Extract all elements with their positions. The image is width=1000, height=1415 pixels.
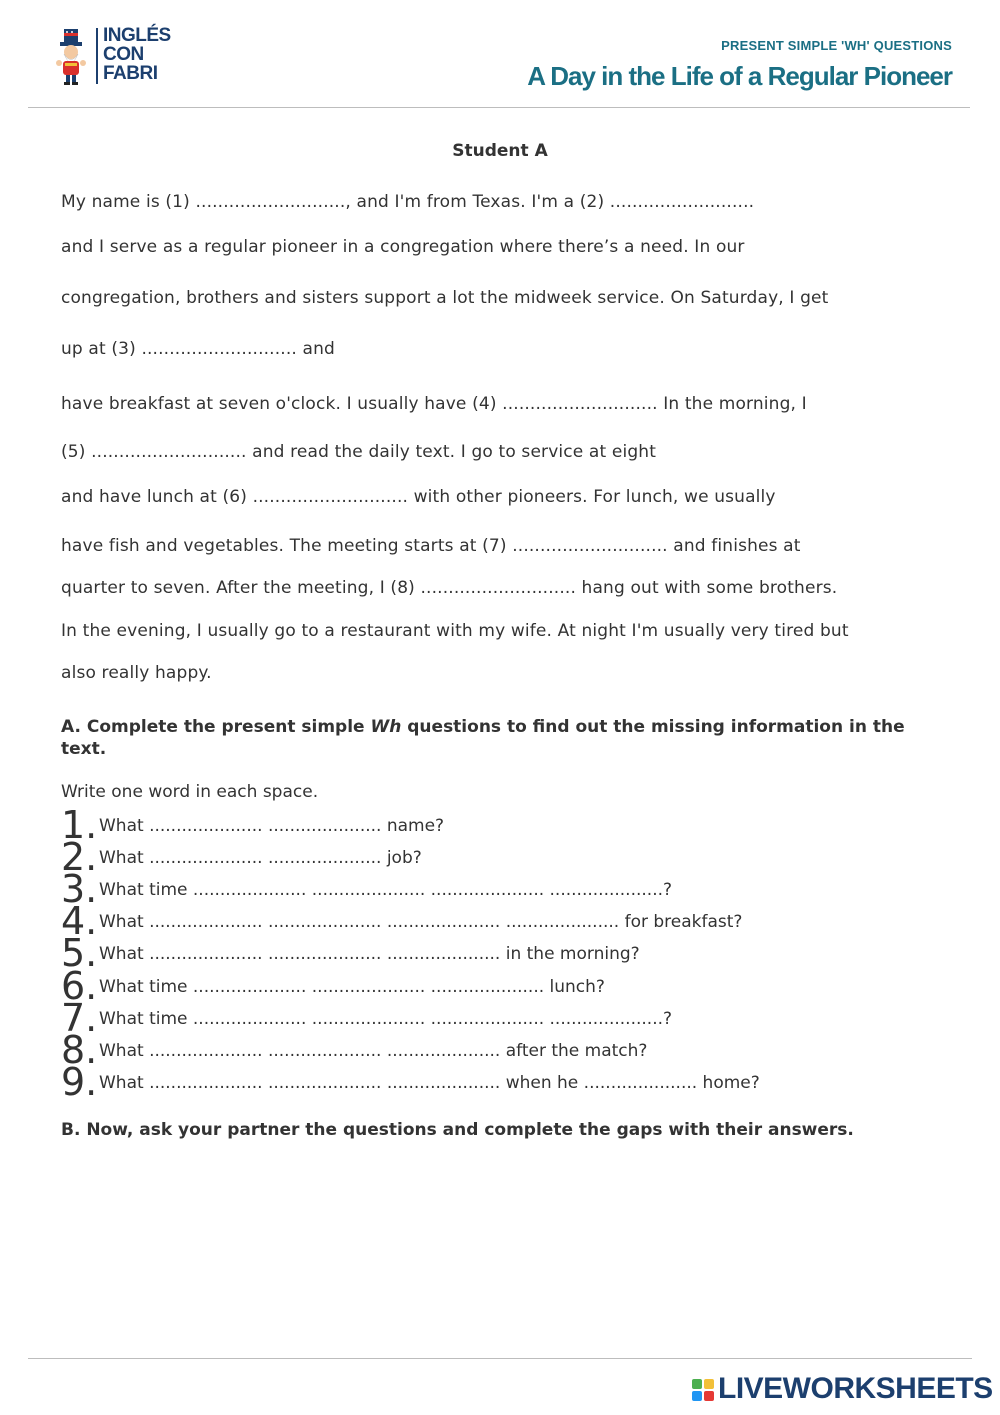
text-line: and I serve as a regular pioneer in a congregation where there’s a need. In our	[61, 237, 745, 257]
text-line: In the evening, I usually go to a restaurant with my wife. At night I'm usually very tired but	[61, 621, 849, 641]
question-text: What ..................... ..................... ..................... after the match?	[99, 1041, 648, 1061]
question-text: What ..................... ..................... ..................... ..................... for breakfast?	[99, 912, 743, 932]
question-item	[61, 899, 743, 943]
text-line: have breakfast at seven o'clock. I usually have (4) ............................ In the morning, I	[61, 394, 807, 414]
question-item	[61, 1028, 648, 1072]
footer-divider	[28, 1358, 972, 1359]
question-item	[61, 867, 673, 911]
question-item	[61, 964, 605, 1008]
text-line: and have lunch at (6) ............................ with other pioneers. For lunch, we usually	[61, 487, 776, 507]
question-item	[61, 835, 422, 879]
logo-text: INGLÉS CON FABRI	[103, 25, 171, 84]
question-number: 7.	[61, 996, 98, 1040]
liveworksheets-brand: LIVEWORKSHEETS	[718, 1372, 993, 1405]
text-line: My name is (1) ..........................., and I'm from Texas. I'm a (2) ..........................	[61, 192, 755, 212]
text-line: up at (3) ............................ and	[61, 339, 335, 359]
section-a-title: A. Complete the present simple Wh questions to find out the missing information in the text.	[61, 717, 905, 759]
header-divider	[28, 107, 970, 108]
question-item	[61, 1060, 760, 1104]
question-number: 6.	[61, 964, 98, 1008]
liveworksheets-logo-icon	[692, 1377, 714, 1403]
question-text: What ..................... ..................... ..................... when he ..................... home?	[99, 1073, 760, 1093]
worksheet-title: A Day in the Life of a Regular Pioneer	[527, 61, 952, 91]
question-text: What time ..................... ..................... ..................... .....................?	[99, 880, 673, 900]
question-number: 2.	[61, 835, 98, 879]
question-number: 4.	[61, 899, 98, 943]
text-line: have fish and vegetables. The meeting starts at (7) ............................ and finishes at	[61, 536, 801, 556]
question-text: What ..................... ..................... job?	[99, 848, 422, 868]
question-text: What ..................... ..................... ..................... in the morning?	[99, 944, 640, 964]
text-line: quarter to seven. After the meeting, I (8) ............................ hang out with some brothers.	[61, 578, 838, 598]
question-item	[61, 803, 445, 847]
question-item	[61, 931, 640, 975]
question-text: What ..................... ..................... name?	[99, 816, 445, 836]
question-number: 9.	[61, 1060, 98, 1104]
worksheet-subtitle: PRESENT SIMPLE 'WH' QUESTIONS	[721, 38, 952, 53]
question-number: 5.	[61, 931, 98, 975]
student-heading: Student A	[452, 141, 548, 161]
question-number: 3.	[61, 867, 98, 911]
question-number: 1.	[61, 803, 98, 847]
question-item	[61, 996, 673, 1040]
text-line: (5) ............................ and read the daily text. I go to service at eight	[61, 442, 657, 462]
text-line: congregation, brothers and sisters support a lot the midweek service. On Saturday, I get	[61, 288, 829, 308]
question-number: 8.	[61, 1028, 98, 1072]
text-line: also really happy.	[61, 663, 212, 683]
question-text: What time ..................... ..................... ..................... .....................?	[99, 1009, 673, 1029]
question-text: What time ..................... ..................... ..................... lunch?	[99, 977, 605, 997]
section-a-instruction: Write one word in each space.	[61, 782, 319, 802]
section-b-title: B. Now, ask your partner the questions and complete the gaps with their answers.	[61, 1120, 854, 1140]
